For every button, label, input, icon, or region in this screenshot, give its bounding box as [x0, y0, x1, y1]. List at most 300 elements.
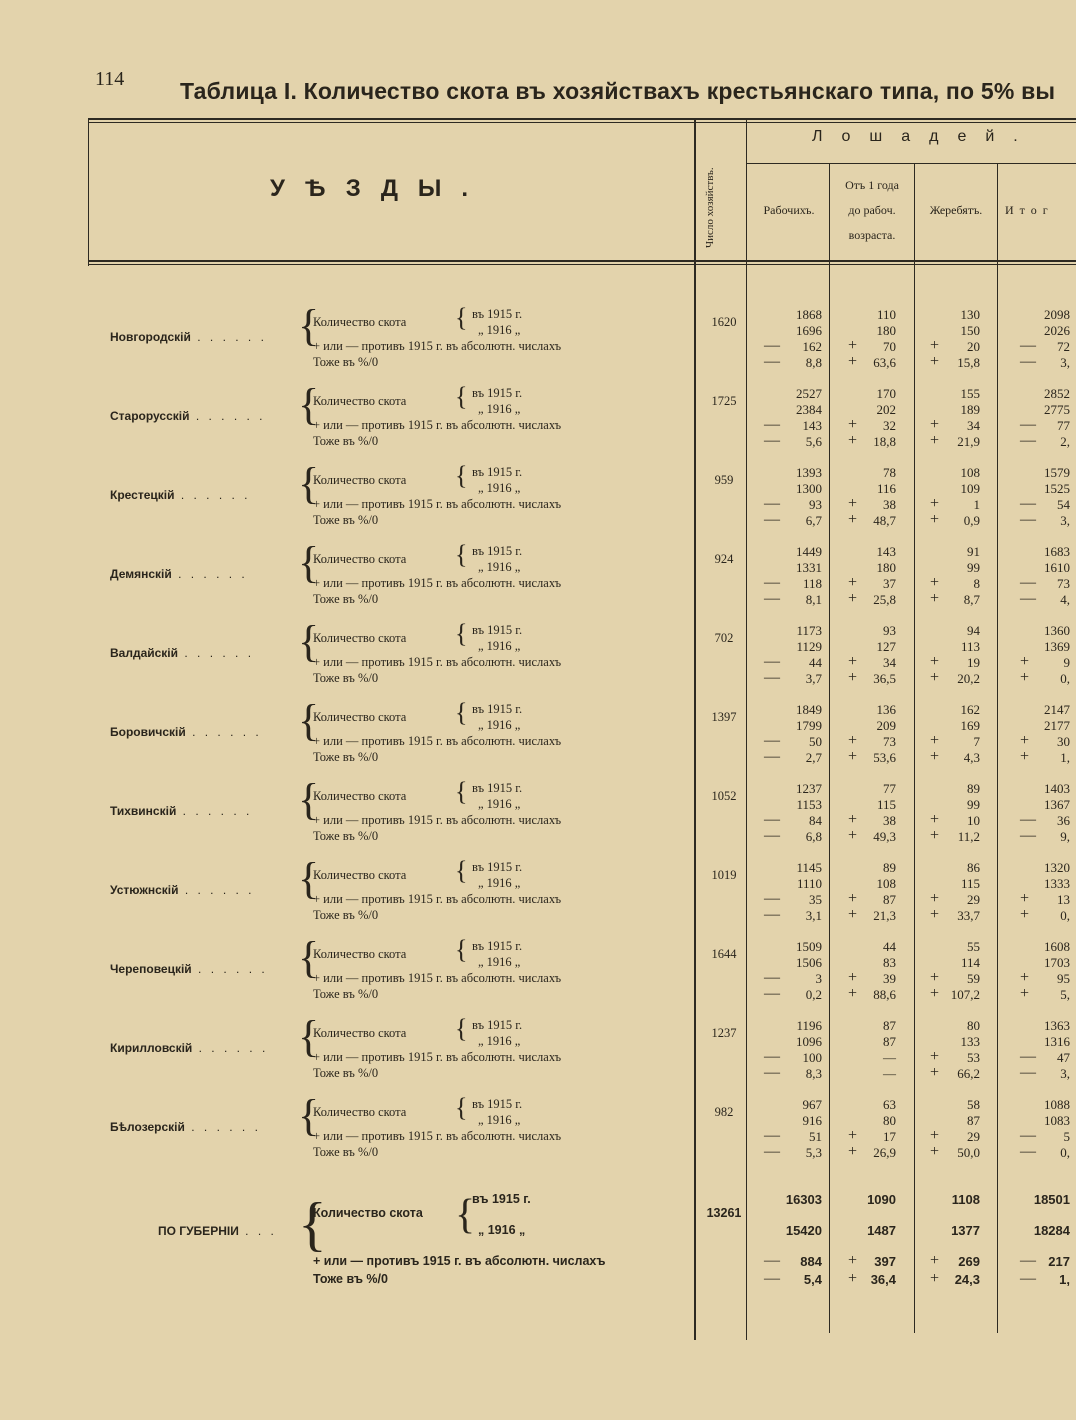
value-pct: 26,9	[873, 1145, 896, 1160]
district-name	[110, 1120, 261, 1134]
value-diff: 87	[883, 892, 896, 907]
value-pct-sign: +	[848, 985, 858, 1002]
leader-dots: . . . . . .	[171, 567, 248, 581]
value-1915: 55	[967, 939, 980, 954]
value-pct: 8,1	[805, 592, 822, 607]
label-pct: Тоже въ %/0	[313, 829, 379, 843]
leader-dots: . . . . . .	[178, 646, 255, 660]
label-1916: „ 1916 „	[478, 639, 521, 653]
value-pct-sign: —	[764, 669, 780, 686]
value-pct-sign: —	[764, 432, 780, 449]
value-pct: 53,6	[873, 750, 896, 765]
value-diff: 93	[809, 497, 822, 512]
value-diff: 143	[802, 418, 822, 433]
value-1915: 1579	[1044, 465, 1070, 480]
page-number: 114	[95, 68, 125, 90]
label-diff: + или — противъ 1915 г. въ абсолютн. числахъ	[313, 655, 562, 669]
label-1916: „ 1916 „	[478, 402, 521, 416]
value-pct: 5,3	[805, 1145, 822, 1160]
value-pct: 50,0	[957, 1145, 980, 1160]
value-diff: 73	[883, 734, 896, 749]
value-diff-sign: —	[764, 1127, 780, 1144]
value-1915: 78	[883, 465, 896, 480]
label-1915: въ 1915 г.	[472, 1018, 523, 1032]
label-diff: + или — противъ 1915 г. въ абсолютн. числахъ	[313, 418, 562, 432]
row-brace: {	[298, 459, 320, 508]
value-1915: 89	[883, 860, 896, 875]
label-1915: въ 1915 г.	[472, 1097, 523, 1111]
value-diff-sign: —	[764, 1048, 780, 1065]
value-pct: 20,2	[957, 671, 980, 686]
label-1915: въ 1915 г.	[472, 623, 523, 637]
left-rule	[88, 118, 89, 266]
value-pct: 0,	[1060, 908, 1070, 923]
header-bottom-rule-2	[88, 264, 1076, 265]
value-1916: 115	[960, 876, 980, 891]
value-pct-sign: +	[848, 353, 858, 370]
value-1916: 2026	[1044, 323, 1070, 338]
value-pct: 1,	[1060, 750, 1070, 765]
row-brace: {	[298, 1091, 320, 1140]
farms-count: 702	[714, 631, 734, 645]
value-diff-sign: —	[1020, 337, 1036, 354]
value-pct-sign: —	[764, 590, 780, 607]
value-1916: 1367	[1044, 797, 1070, 812]
header-young	[830, 173, 914, 248]
value-1915: 170	[876, 386, 896, 401]
value-pct-sign: +	[930, 511, 940, 528]
value-pct: 8,8	[805, 355, 822, 370]
value-diff: —	[883, 1050, 896, 1065]
value-1915: 1403	[1044, 781, 1070, 796]
leader-dots: . . . . . .	[191, 962, 268, 976]
label-1915: въ 1915 г.	[472, 307, 523, 321]
farms-col-rule-right	[746, 118, 747, 1340]
value-diff: 70	[883, 339, 896, 354]
value-1916: 1703	[1044, 955, 1070, 970]
value-1915: 2098	[1044, 307, 1070, 322]
header-total: Итог	[1005, 203, 1054, 217]
district-name	[110, 962, 268, 976]
label-count: Количество скота	[313, 473, 407, 487]
value-diff: 397	[874, 1254, 896, 1269]
value-1915: 1393	[796, 465, 822, 480]
value-pct-sign: —	[764, 1270, 780, 1287]
value-1916: 127	[876, 639, 896, 654]
value-pct-sign: —	[764, 985, 780, 1002]
value-1916: 116	[876, 481, 896, 496]
value-pct: 5,	[1060, 987, 1070, 1002]
value-diff: 51	[809, 1129, 822, 1144]
header-working: Рабочихъ.	[763, 203, 815, 217]
value-diff-sign: +	[848, 574, 858, 591]
value-diff: 9	[1063, 655, 1070, 670]
value-diff-sign: +	[848, 969, 858, 986]
leader-dots: . . . . . .	[192, 1041, 269, 1055]
value-diff-sign: +	[848, 890, 858, 907]
label-diff: + или — противъ 1915 г. въ абсолютн. числахъ	[313, 1254, 606, 1268]
value-pct: 66,2	[957, 1066, 980, 1081]
leader-dots: . . . . . .	[190, 330, 267, 344]
value-1916: 202	[876, 402, 896, 417]
value-diff: 72	[1057, 339, 1070, 354]
value-1915: 967	[802, 1097, 822, 1112]
value-pct: 36,5	[873, 671, 896, 686]
value-1915: 1868	[796, 307, 822, 322]
value-1915: 1320	[1044, 860, 1070, 875]
district-name	[110, 804, 252, 818]
value-diff-sign: +	[848, 416, 858, 433]
value-pct: 3,	[1060, 355, 1070, 370]
value-1916: 1083	[1044, 1113, 1070, 1128]
value-1915: 2852	[1044, 386, 1070, 401]
value-pct-sign: +	[848, 748, 858, 765]
value-pct: 4,3	[963, 750, 980, 765]
value-pct-sign: +	[930, 590, 940, 607]
value-diff: 10	[967, 813, 980, 828]
value-pct: 5,6	[805, 434, 822, 449]
value-pct: 0,2	[805, 987, 822, 1002]
value-1915: 1196	[796, 1018, 822, 1033]
value-pct: 6,7	[805, 513, 822, 528]
label-diff: + или — противъ 1915 г. въ абсолютн. числахъ	[313, 1129, 562, 1143]
value-pct-sign: —	[764, 1143, 780, 1160]
value-diff-sign: +	[1020, 890, 1030, 907]
value-pct: 49,3	[873, 829, 896, 844]
value-pct: 3,	[1060, 513, 1070, 528]
value-pct-sign: +	[930, 1270, 940, 1287]
value-pct: 4,	[1060, 592, 1070, 607]
value-diff-sign: +	[848, 495, 858, 512]
value-diff: 29	[967, 1129, 980, 1144]
district-name-text: Боровичскій	[110, 725, 186, 739]
value-1915: 155	[960, 386, 980, 401]
value-diff-sign: —	[1020, 1252, 1036, 1269]
district-name	[110, 883, 255, 897]
year-brace: {	[455, 777, 468, 806]
value-pct: 8,7	[963, 592, 980, 607]
value-1915: 1449	[796, 544, 822, 559]
label-count: Количество скота	[313, 1026, 407, 1040]
label-pct: Тоже въ %/0	[313, 355, 379, 369]
value-diff: 95	[1057, 971, 1070, 986]
label-count: Количество скота	[313, 394, 407, 408]
label-diff: + или — противъ 1915 г. въ абсолютн. числахъ	[313, 1050, 562, 1064]
label-pct: Тоже въ %/0	[313, 908, 379, 922]
leader-dots: . . . . . .	[174, 488, 251, 502]
value-1916: 180	[876, 560, 896, 575]
value-1916: 1096	[796, 1034, 822, 1049]
value-1916: 133	[960, 1034, 980, 1049]
value-diff: 8	[973, 576, 980, 591]
value-pct: 2,7	[805, 750, 822, 765]
value-diff-sign: +	[848, 337, 858, 354]
value-pct-sign: +	[930, 827, 940, 844]
value-pct: 5,4	[803, 1272, 822, 1287]
value-pct: 107,2	[950, 987, 980, 1002]
row-brace: {	[298, 933, 320, 982]
farms-count: 982	[714, 1105, 734, 1119]
value-1916: 115	[876, 797, 896, 812]
label-pct: Тоже въ %/0	[313, 434, 379, 448]
header-young-line1: Отъ 1 года	[845, 178, 899, 192]
row-brace: {	[298, 380, 320, 429]
value-1916: 209	[876, 718, 896, 733]
top-rule	[88, 118, 1076, 120]
district-name-text: Устюжнскій	[110, 883, 179, 897]
label-diff: + или — противъ 1915 г. въ абсолютн. числахъ	[313, 339, 562, 353]
value-1915: 110	[876, 307, 896, 322]
value-1916: 1377	[951, 1223, 980, 1238]
value-diff-sign: —	[764, 1252, 780, 1269]
label-1915: въ 1915 г.	[472, 702, 523, 716]
value-pct-sign: +	[848, 827, 858, 844]
value-pct: 0,9	[963, 513, 980, 528]
header-young-line2: до рабоч.	[848, 203, 896, 217]
label-count: Количество скота	[313, 1206, 423, 1220]
value-pct: 36,4	[870, 1272, 896, 1287]
value-1915: 87	[883, 1018, 896, 1033]
value-pct-sign: +	[930, 432, 940, 449]
value-1915: 1173	[796, 623, 822, 638]
value-pct-sign: —	[764, 748, 780, 765]
value-pct: 3,1	[805, 908, 822, 923]
value-1916: 1331	[796, 560, 822, 575]
label-1916: „ 1916 „	[478, 1223, 526, 1237]
label-1915: въ 1915 г.	[472, 1192, 531, 1206]
label-1915: въ 1915 г.	[472, 781, 523, 795]
value-pct-sign: —	[1020, 353, 1036, 370]
value-1916: 1506	[796, 955, 822, 970]
value-diff-sign: +	[930, 1048, 940, 1065]
label-pct: Тоже въ %/0	[313, 513, 379, 527]
district-name	[110, 1041, 268, 1055]
value-pct: 18,8	[873, 434, 896, 449]
value-diff: 118	[802, 576, 822, 591]
row-brace: {	[298, 775, 320, 824]
value-diff-sign: —	[764, 495, 780, 512]
farms-count: 1725	[711, 394, 737, 408]
value-pct-sign: +	[930, 906, 940, 923]
label-pct: Тоже въ %/0	[313, 987, 379, 1001]
value-1915: 1608	[1044, 939, 1070, 954]
value-1916: 1300	[796, 481, 822, 496]
value-1916: 169	[960, 718, 980, 733]
value-pct: 3,	[1060, 1066, 1070, 1081]
value-1915: 1509	[796, 939, 822, 954]
value-diff: 50	[809, 734, 822, 749]
value-pct: 63,6	[873, 355, 896, 370]
value-1916: 2177	[1044, 718, 1070, 733]
label-count: Количество скота	[313, 315, 407, 329]
value-1916: 2384	[796, 402, 822, 417]
value-pct-sign: +	[930, 669, 940, 686]
value-1916: 1525	[1044, 481, 1070, 496]
value-1915: 2527	[796, 386, 822, 401]
leader-dots: . . . . . .	[185, 725, 262, 739]
value-pct: 25,8	[873, 592, 896, 607]
value-diff: 17	[883, 1129, 896, 1144]
value-1916: 83	[883, 955, 896, 970]
value-pct-sign: —	[764, 906, 780, 923]
value-pct: 21,3	[873, 908, 896, 923]
value-1916: 114	[960, 955, 980, 970]
col-rule-3	[997, 163, 998, 1333]
value-diff-sign: +	[848, 811, 858, 828]
value-diff-sign: —	[764, 574, 780, 591]
farms-count: 1397	[711, 710, 737, 724]
value-pct-sign: —	[764, 511, 780, 528]
farms-count: 13261	[706, 1206, 742, 1220]
value-1915: 130	[960, 307, 980, 322]
value-diff-sign: —	[1020, 574, 1036, 591]
value-pct: 21,9	[957, 434, 980, 449]
farms-count: 1644	[711, 947, 737, 961]
value-pct-sign: +	[848, 590, 858, 607]
value-pct-sign: +	[1020, 985, 1030, 1002]
farms-count: 1237	[711, 1026, 737, 1040]
value-diff: 36	[1057, 813, 1070, 828]
value-diff-sign: —	[764, 890, 780, 907]
value-diff: 38	[883, 813, 896, 828]
value-pct: 88,6	[873, 987, 896, 1002]
value-1916: 916	[802, 1113, 822, 1128]
value-1916: 1153	[796, 797, 822, 812]
value-1916: 1110	[796, 876, 822, 891]
value-pct-sign: +	[1020, 748, 1030, 765]
value-diff-sign: +	[848, 653, 858, 670]
value-1915: 63	[883, 1097, 896, 1112]
value-pct: 1,	[1059, 1272, 1070, 1287]
label-1915: въ 1915 г.	[472, 386, 523, 400]
value-1916: 1696	[796, 323, 822, 338]
value-pct-sign: +	[930, 1143, 940, 1160]
value-diff-sign: —	[1020, 811, 1036, 828]
value-diff: 34	[883, 655, 896, 670]
header-young-line3: возраста.	[848, 228, 896, 242]
value-pct-sign: —	[1020, 1270, 1036, 1287]
year-brace: {	[455, 540, 468, 569]
value-1915: 1683	[1044, 544, 1070, 559]
value-pct-sign: —	[1020, 827, 1036, 844]
value-1915: 89	[967, 781, 980, 796]
district-name-text: Валдайскій	[110, 646, 179, 660]
district-name	[110, 646, 254, 660]
label-1916: „ 1916 „	[478, 876, 521, 890]
value-1916: 108	[876, 876, 896, 891]
value-diff-sign: +	[848, 732, 858, 749]
value-pct-sign: —	[764, 1064, 780, 1081]
value-diff-sign: +	[930, 653, 940, 670]
label-1915: въ 1915 г.	[472, 465, 523, 479]
district-name	[110, 488, 251, 502]
value-pct: 0,	[1060, 1145, 1070, 1160]
value-diff-sign: +	[930, 969, 940, 986]
leader-dots: . . .	[238, 1224, 277, 1238]
value-diff: 59	[967, 971, 980, 986]
value-1916: 150	[960, 323, 980, 338]
row-brace: {	[298, 854, 320, 903]
label-pct: Тоже въ %/0	[313, 671, 379, 685]
value-pct: 9,	[1060, 829, 1070, 844]
label-pct: Тоже въ %/0	[313, 592, 379, 606]
farms-count: 1019	[711, 868, 737, 882]
value-1915: 143	[876, 544, 896, 559]
label-diff: + или — противъ 1915 г. въ абсолютн. числахъ	[313, 892, 562, 906]
farms-col-rule-left	[694, 118, 696, 1340]
value-pct-sign: +	[930, 748, 940, 765]
value-diff-sign: +	[930, 1252, 940, 1269]
value-1915: 93	[883, 623, 896, 638]
farms-count: 1052	[711, 789, 737, 803]
value-1916: 87	[967, 1113, 980, 1128]
value-pct-sign: +	[1020, 669, 1030, 686]
value-diff-sign: +	[1020, 653, 1030, 670]
value-diff: 884	[800, 1254, 822, 1269]
leader-dots: . . . . . .	[178, 883, 255, 897]
value-diff: 100	[802, 1050, 822, 1065]
value-1916: 113	[960, 639, 980, 654]
value-pct-sign: +	[930, 985, 940, 1002]
value-1916: 99	[967, 560, 980, 575]
year-brace: {	[455, 1093, 468, 1122]
value-1916: 80	[883, 1113, 896, 1128]
value-1916: 180	[876, 323, 896, 338]
value-diff-sign: —	[764, 337, 780, 354]
value-1915: 1145	[796, 860, 822, 875]
table-title: Таблица I. Количество скота въ хозяйствахъ крестьянскаго типа, по 5% вы	[180, 78, 1056, 104]
value-1916: 1316	[1044, 1034, 1070, 1049]
year-brace: {	[455, 461, 468, 490]
value-1915: 86	[967, 860, 980, 875]
value-1916: 189	[960, 402, 980, 417]
value-diff: 3	[815, 971, 822, 986]
value-diff-sign: —	[764, 969, 780, 986]
value-pct: 15,8	[957, 355, 980, 370]
value-diff: 5	[1063, 1129, 1070, 1144]
row-brace: {	[298, 1191, 327, 1257]
value-pct-sign: +	[1020, 906, 1030, 923]
value-pct-sign: +	[848, 1270, 858, 1287]
value-diff: 32	[883, 418, 896, 433]
value-diff-sign: +	[930, 574, 940, 591]
value-diff-sign: —	[764, 732, 780, 749]
farms-count: 924	[714, 552, 734, 566]
value-pct: 6,8	[805, 829, 822, 844]
value-1916: 87	[883, 1034, 896, 1049]
district-name	[158, 1224, 277, 1238]
header-bottom-rule	[88, 260, 1076, 262]
value-1916: 109	[960, 481, 980, 496]
district-name-text: Новгородскій	[110, 330, 191, 344]
value-diff-sign: +	[848, 1252, 858, 1269]
district-name-text: Демянскій	[110, 567, 172, 581]
value-1915: 1849	[796, 702, 822, 717]
value-diff-sign: +	[930, 416, 940, 433]
value-pct-sign: —	[1020, 511, 1036, 528]
value-pct-sign: —	[1020, 432, 1036, 449]
district-name-text: Череповецкій	[110, 962, 192, 976]
value-1916: 1799	[796, 718, 822, 733]
district-name	[110, 409, 266, 423]
label-pct: Тоже въ %/0	[313, 1145, 379, 1159]
value-diff: 37	[883, 576, 896, 591]
value-diff-sign: +	[848, 1127, 858, 1144]
value-diff: 47	[1057, 1050, 1070, 1065]
label-1916: „ 1916 „	[478, 955, 521, 969]
header-uezdy: УѢЗДЫ.	[270, 175, 489, 202]
value-diff: 35	[809, 892, 822, 907]
